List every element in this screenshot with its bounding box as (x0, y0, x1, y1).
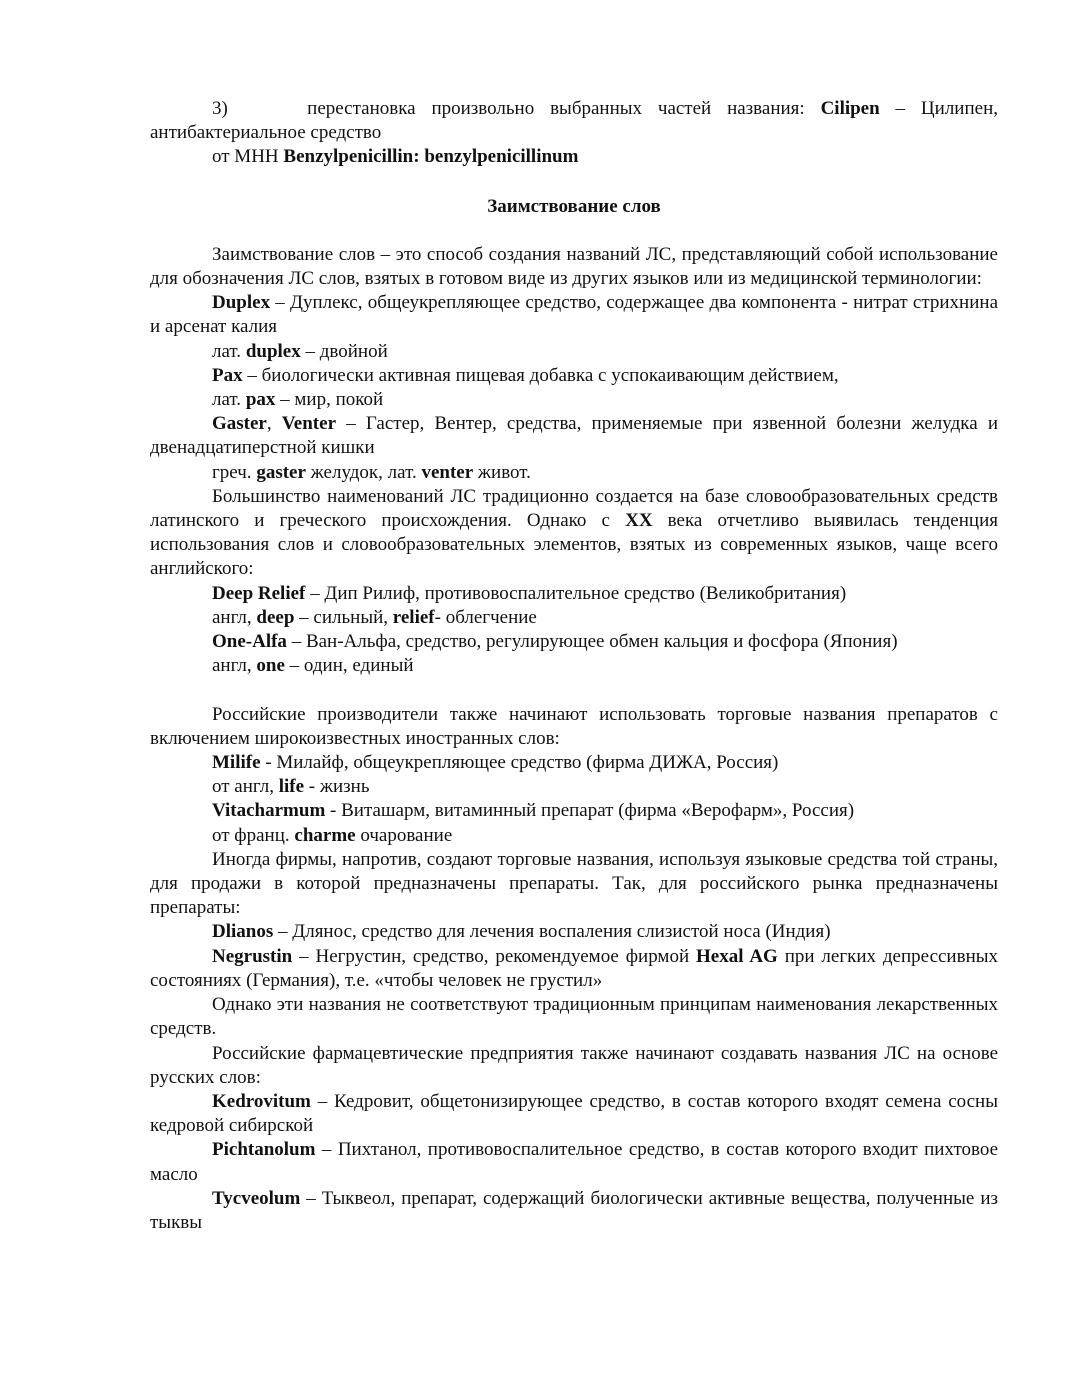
paragraph (150, 1187, 998, 1235)
text-run: века отчетливо выявилась тенденция использования слов и словообразовательных элементов, взятых из современных языков, чаще всего английского: (150, 510, 998, 580)
paragraph (150, 364, 998, 388)
bold-term: Pichtanolum (212, 1139, 316, 1161)
text-run: – Дип Рилиф, противовоспалительное средство (Великобритания) (305, 582, 847, 604)
text-run: греч. (212, 461, 257, 483)
bold-term: one (256, 655, 285, 677)
paragraph (150, 848, 998, 921)
paragraph (150, 388, 998, 412)
bold-term: XX (625, 510, 653, 532)
text-run: – Дуплекс, общеукрепляющее средство, содержащее два компонента - нитрат стрихнина и арсенат калия (150, 292, 998, 338)
text-run: от МНН (212, 146, 284, 168)
bold-term: relief (392, 606, 435, 628)
paragraph (150, 751, 998, 775)
blank-line (150, 678, 998, 702)
text-run: - Виташарм, витаминный препарат (фирма «Верофарм», Россия) (325, 800, 855, 822)
text-run: от англ, (212, 776, 279, 798)
text-run: англ, (212, 606, 257, 628)
text-run: – Кедровит, общетонизирующее средство, в состав которого входят семена сосны кедровой сибирской (150, 1090, 998, 1137)
bold-term: Negrustin (212, 945, 293, 967)
bold-term: Hexal AG (696, 945, 778, 967)
bold-term: One-Alfa (212, 631, 287, 653)
paragraph (150, 630, 998, 654)
paragraph (150, 775, 998, 799)
bold-term: life (278, 776, 305, 798)
text-run: – Гастер, Вентер, средства, применяемые при язвенной болезни желудка и двенадцатиперстной кишки (150, 413, 998, 459)
text-run: Российские производители также начинают использовать торговые названия препаратов с включением широкоизвестных иностранных слов: (150, 703, 998, 749)
bold-term: Duplex (212, 292, 271, 314)
bold-term: Deep Relief (212, 582, 306, 604)
paragraph (150, 461, 998, 485)
bold-term: deep (256, 606, 295, 628)
text-run: Российские фармацевтические предприятия также начинают создавать названия ЛС на основе русских слов: (150, 1042, 998, 1088)
text-run: – биологически активная пищевая добавка с успокаивающим действием, (242, 364, 839, 386)
text-run: - жизнь (304, 776, 370, 798)
section-heading (150, 195, 998, 219)
text-run: желудок, лат. (305, 461, 422, 483)
text-run: – Негрустин, средство, рекомендуемое фирмой (292, 945, 696, 967)
paragraph (150, 582, 998, 606)
text-run: лат. (212, 389, 246, 411)
bold-term: Tycveolum (212, 1187, 301, 1209)
paragraph (150, 799, 998, 823)
paragraph (150, 654, 998, 678)
text-run: – Пихтанол, противовоспалительное средство, в состав которого входит пихтовое масло (150, 1139, 998, 1185)
document-page (150, 97, 998, 1235)
text-run: - Милайф, общеукрепляющее средство (фирма ДИЖА, Россия) (260, 752, 779, 774)
paragraph (150, 1042, 998, 1090)
paragraph (150, 993, 998, 1041)
bold-term: Milife (212, 752, 261, 774)
text-run: – двойной (300, 340, 388, 362)
paragraph (150, 97, 998, 145)
bold-term: pax (245, 389, 276, 411)
bold-term: Vitacharmum (212, 800, 326, 822)
bold-term: Заимствование слов (487, 195, 661, 217)
text-run: – Тыквеол, препарат, содержащий биологически активные вещества, полученные из тыквы (150, 1187, 998, 1233)
paragraph (150, 340, 998, 364)
bold-term: Benzylpenicillin: benzylpenicillinum (283, 146, 579, 168)
bold-term: Kedrovitum (212, 1090, 311, 1112)
paragraph (150, 291, 998, 339)
text-run: - облегчение (434, 606, 537, 628)
paragraph (150, 485, 998, 582)
paragraph (150, 606, 998, 630)
bold-term: Pax (212, 364, 243, 386)
text-run: Однако эти названия не соответствуют традиционным принципам наименования лекарственных средств. (150, 994, 998, 1040)
text-run: англ, (212, 655, 257, 677)
paragraph (150, 1090, 998, 1138)
bold-term: Cilipen (820, 98, 880, 119)
text-run: лат. (212, 340, 246, 362)
paragraph (150, 1138, 998, 1186)
paragraph (150, 703, 998, 751)
paragraph (150, 145, 998, 169)
bold-term: gaster (256, 461, 306, 483)
text-run: от франц. (212, 824, 295, 846)
text-run: Большинство наименований ЛС традиционно создается на базе словообразовательных средств латинского и греческого происхождения. Однако с (150, 485, 998, 532)
text-run: – сильный, (294, 606, 393, 628)
text-run: – один, единый (284, 655, 414, 677)
text-run: очарование (355, 824, 453, 846)
bold-term: venter (421, 461, 474, 483)
paragraph (150, 824, 998, 848)
text-run: , (266, 413, 282, 435)
bold-term: duplex (245, 340, 301, 362)
text-run: – мир, покой (275, 389, 384, 411)
text-run: – Ван-Альфа, средство, регулирующее обмен кальция и фосфора (Япония) (286, 631, 898, 653)
bold-term: Dlianos (212, 921, 274, 943)
paragraph (150, 243, 998, 291)
bold-term: Venter (281, 413, 336, 435)
text-run: живот. (473, 461, 531, 483)
text-run: Заимствование слов – это способ создания названий ЛС, представляющий собой использование для обозначения ЛС слов, взятых в готовом виде из других языков или из медицинской терминологии: (150, 243, 998, 290)
text-run: Иногда фирмы, напротив, создают торговые названия, используя языковые средства той страны, для продажи в которой предназначены препараты. Так, для российского рынка предназначены препараты: (150, 848, 998, 919)
paragraph (150, 412, 998, 460)
paragraph (150, 920, 998, 944)
text-run: – Цилипен, антибактериальное средство (150, 98, 998, 144)
paragraph (150, 945, 998, 993)
text-run: при легких депрессивных состояниях (Германия), т.е. «чтобы человек не грустил» (150, 945, 999, 991)
bold-term: Gaster (212, 413, 267, 435)
text-run: 3) перестановка произвольно выбранных частей названия: (212, 98, 821, 119)
text-run: – Длянос, средство для лечения воспаления слизистой носа (Индия) (273, 921, 831, 943)
bold-term: charme (294, 824, 356, 846)
